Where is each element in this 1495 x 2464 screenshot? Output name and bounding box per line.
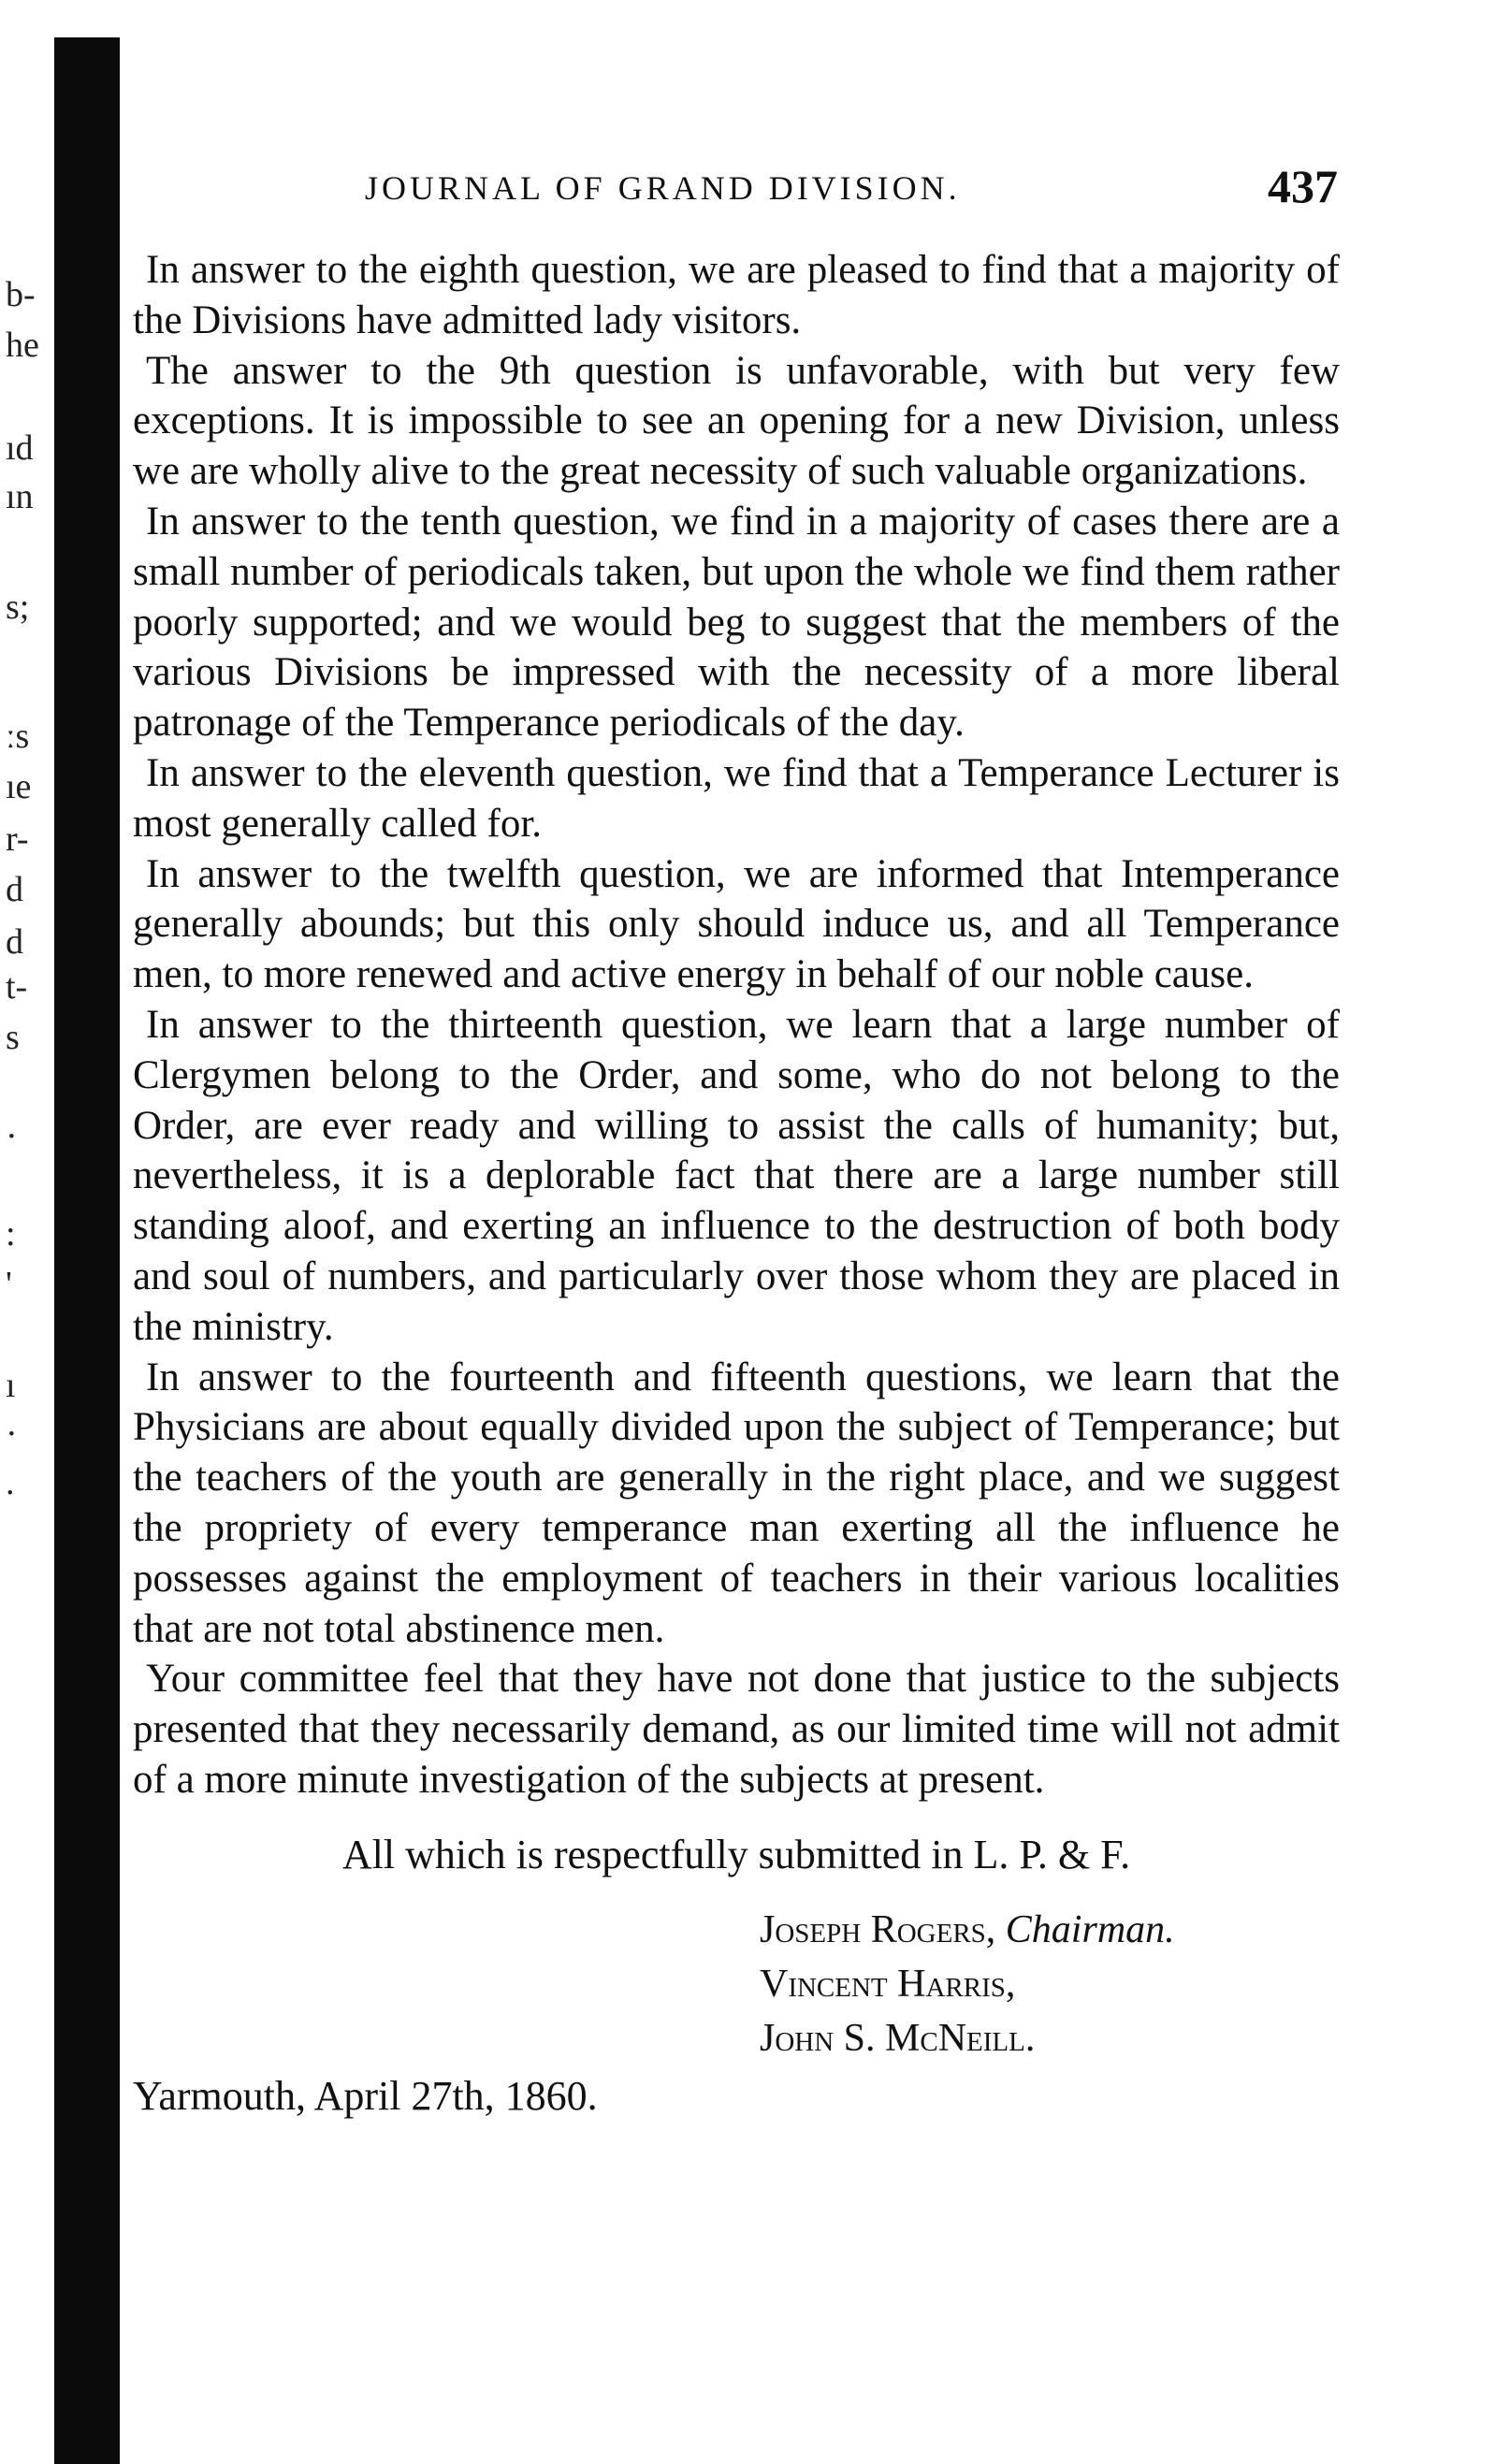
paragraph-committee-statement: Your committee feel that they have not done that justice to the subjects presented that they necessarily demand, as our limited time will not admit of a more minute investigation of the subjects at present. bbox=[133, 1657, 1340, 1802]
margin-fragment: s; bbox=[6, 587, 30, 627]
signatory-name: Joseph Rogers, bbox=[760, 1907, 996, 1951]
margin-fragment: he bbox=[6, 326, 39, 365]
margin-fragment: ın bbox=[6, 477, 34, 516]
signatory-name: John S. McNeill. bbox=[760, 2016, 1036, 2060]
margin-fragment: : bbox=[6, 1214, 16, 1254]
margin-fragment: ıd bbox=[6, 428, 34, 468]
dateline: Yarmouth, April 27th, 1860. bbox=[133, 2072, 598, 2119]
paragraph-eleventh-question: In answer to the eleventh question, we find that a Temperance Lecturer is most generally called for. bbox=[133, 750, 1340, 846]
paragraph-fourteenth-fifteenth-questions: In answer to the fourteenth and fifteenth questions, we learn that the Physicians are about equally divided upon the subject of Temperance; but the teachers of the youth are generally in the right place, and we suggest the propriety of every temperance man exerting all the influence he possesses against the employment of teachers in their various localities that are not total abstinence men. bbox=[133, 1355, 1340, 1651]
margin-fragment: b- bbox=[6, 275, 36, 314]
margin-fragment: d bbox=[6, 922, 23, 962]
page-number: 437 bbox=[1268, 160, 1338, 212]
paragraph-ninth-question: The answer to the 9th question is unfavorable, with but very few exceptions. It is impossible to see an opening for a new Division, unless we are wholly alive to the great necessity of such valuable organizations. bbox=[133, 348, 1340, 494]
paragraph-tenth-question: In answer to the tenth question, we find in a majority of cases there are a small number of periodicals taken, but upon the whole we find them rather poorly supported; and we would beg to suggest that the members of the various Divisions be impressed with the necessity of a more liberal patronage of the Temperance periodicals of the day. bbox=[133, 499, 1340, 746]
paragraph-eighth-question: In answer to the eighth question, we are pleased to find that a majority of the Divisions have admitted lady visitors. bbox=[133, 248, 1340, 342]
report-body bbox=[133, 245, 1340, 2121]
margin-fragment: ' bbox=[6, 1265, 12, 1304]
signatory bbox=[760, 2011, 1340, 2065]
signatory bbox=[760, 1957, 1340, 2011]
closing-line: All which is respectfully submitted in L. P. & F. bbox=[341, 1831, 1131, 1877]
signatories-block bbox=[760, 1903, 1340, 2065]
running-title: JOURNAL OF GRAND DIVISION. bbox=[365, 169, 961, 207]
signatory bbox=[760, 1903, 1340, 1957]
paragraph-thirteenth-question: In answer to the thirteenth question, we learn that a large number of Clergymen belong to the Order, and some, who do not belong to the Order, are ever ready and willing to assist the calls of humanity; but, nevertheless, it is a deplorable fact that there are a large number still standing aloof, and exerting an influence to the destruction of both body and soul of numbers, and particularly over those whom they are placed in the ministry. bbox=[133, 1002, 1340, 1349]
signatory-role: Chairman. bbox=[1005, 1907, 1175, 1951]
margin-fragment: d bbox=[6, 870, 23, 909]
margin-fragment: . bbox=[6, 1463, 15, 1502]
margin-fragment: · bbox=[6, 1414, 18, 1454]
page-header bbox=[356, 159, 1338, 215]
margin-fragment: t- bbox=[6, 967, 28, 1007]
margin-fragment: · bbox=[6, 1117, 18, 1156]
margin-fragment: s bbox=[6, 1018, 20, 1057]
signatory-name: Vincent Harris, bbox=[760, 1962, 1016, 2006]
margin-fragment: ı bbox=[6, 1366, 16, 1405]
margin-fragment: r- bbox=[6, 819, 29, 859]
margin-fragment: ıe bbox=[6, 767, 32, 806]
paragraph-twelfth-question: In answer to the twelfth question, we are informed that Intemperance generally abounds; but this only should induce us, and all Temperance men, to more renewed and active energy in behalf of our noble cause. bbox=[133, 851, 1340, 997]
margin-fragment: ːs bbox=[6, 717, 30, 756]
binding-gutter-shadow bbox=[54, 37, 120, 2464]
